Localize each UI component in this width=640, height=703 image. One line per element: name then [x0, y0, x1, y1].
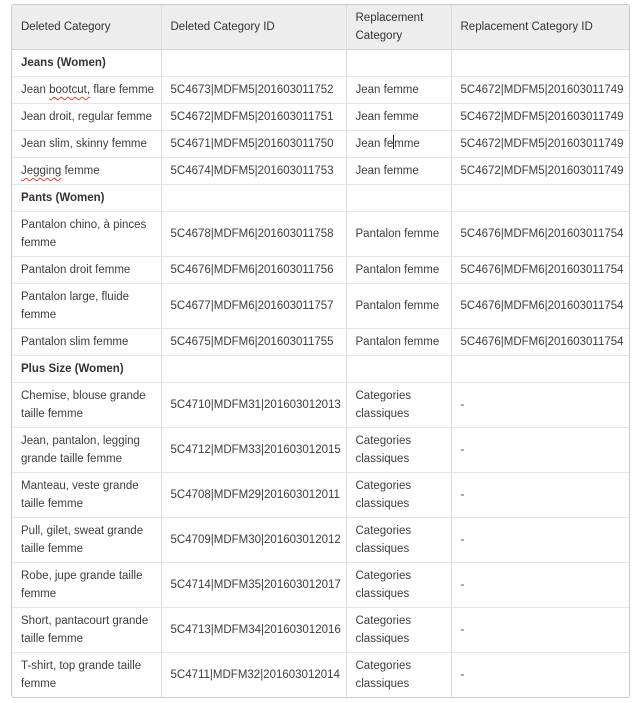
- replacement-cell: Pantalon femme: [346, 257, 451, 284]
- empty-cell: [346, 185, 451, 212]
- misspelled-word: bootcut,: [49, 84, 91, 96]
- table-row: [12, 77, 630, 104]
- category-cell: Jean droit, regular femme: [12, 104, 161, 131]
- replacement-cell: [346, 131, 451, 158]
- section-label: Plus Size (Women): [12, 356, 161, 383]
- replacement-id-cell: -: [451, 608, 630, 653]
- replacement-id-cell: 5C4676|MDFM6|201603011754: [451, 212, 630, 257]
- deleted-id-cell: 5C4671|MDFM5|201603011750: [161, 131, 346, 158]
- replacement-id-cell: 5C4672|MDFM5|201603011749: [451, 131, 630, 158]
- replacement-cell: Categories classiques: [346, 428, 451, 473]
- replacement-id-cell: 5C4672|MDFM5|201603011749: [451, 158, 630, 185]
- replacement-cell: Jean femme: [346, 77, 451, 104]
- replacement-id-cell: -: [451, 563, 630, 608]
- deleted-id-cell: 5C4675|MDFM6|201603011755: [161, 329, 346, 356]
- table-row: [12, 608, 630, 653]
- empty-cell: [346, 356, 451, 383]
- replacement-cell: Categories classiques: [346, 473, 451, 518]
- deleted-id-cell: 5C4714|MDFM35|201603012017: [161, 563, 346, 608]
- deleted-id-cell: 5C4708|MDFM29|201603012011: [161, 473, 346, 518]
- replacement-cell: Categories classiques: [346, 653, 451, 698]
- replacement-cell: Categories classiques: [346, 383, 451, 428]
- deleted-id-cell: 5C4676|MDFM6|201603011756: [161, 257, 346, 284]
- category-cell: Pantalon slim femme: [12, 329, 161, 356]
- category-cell: [12, 158, 161, 185]
- replacement-text: Jean fe: [355, 138, 394, 150]
- table-row: [12, 257, 630, 284]
- category-cell: Short, pantacourt grande taille femme: [12, 608, 161, 653]
- deleted-id-cell: 5C4672|MDFM5|201603011751: [161, 104, 346, 131]
- empty-cell: [161, 356, 346, 383]
- table-row: [12, 518, 630, 563]
- deleted-id-cell: 5C4674|MDFM5|201603011753: [161, 158, 346, 185]
- category-cell: Pantalon chino, à pinces femme: [12, 212, 161, 257]
- replacement-cell: Categories classiques: [346, 563, 451, 608]
- table-row: [12, 383, 630, 428]
- replacement-id-cell: -: [451, 473, 630, 518]
- empty-cell: [161, 50, 346, 77]
- misspelled-word: Jegging: [21, 165, 62, 177]
- section-row: [12, 356, 630, 383]
- category-cell: [12, 77, 161, 104]
- deleted-id-cell: 5C4678|MDFM6|201603011758: [161, 212, 346, 257]
- category-cell: T-shirt, top grande taille femme: [12, 653, 161, 698]
- header-replacement-category: Replacement Category: [346, 5, 451, 50]
- replacement-id-cell: 5C4672|MDFM5|201603011749: [451, 77, 630, 104]
- category-cell: Chemise, blouse grande taille femme: [12, 383, 161, 428]
- header-replacement-category-id: Replacement Category ID: [451, 5, 630, 50]
- category-text: Jean: [21, 84, 50, 96]
- section-label: Jeans (Women): [12, 50, 161, 77]
- header-deleted-category-id: Deleted Category ID: [161, 5, 346, 50]
- category-cell: Pantalon droit femme: [12, 257, 161, 284]
- replacement-id-cell: 5C4676|MDFM6|201603011754: [451, 329, 630, 356]
- section-label: Pants (Women): [12, 185, 161, 212]
- replacement-id-cell: -: [451, 518, 630, 563]
- table-row: [12, 473, 630, 518]
- header-deleted-category: Deleted Category: [12, 5, 161, 50]
- section-row: [12, 185, 630, 212]
- empty-cell: [161, 185, 346, 212]
- replacement-cell: Pantalon femme: [346, 212, 451, 257]
- category-cell: Jean, pantalon, legging grande taille femme: [12, 428, 161, 473]
- replacement-cell: Categories classiques: [346, 518, 451, 563]
- table-row: [12, 563, 630, 608]
- category-cell: Manteau, veste grande taille femme: [12, 473, 161, 518]
- table-row: [12, 284, 630, 329]
- empty-cell: [451, 356, 630, 383]
- table-row: [12, 212, 630, 257]
- replacement-id-cell: 5C4672|MDFM5|201603011749: [451, 104, 630, 131]
- replacement-id-cell: -: [451, 428, 630, 473]
- category-mapping-table-container: [11, 4, 630, 698]
- category-cell: Pull, gilet, sweat grande taille femme: [12, 518, 161, 563]
- replacement-id-cell: -: [460, 669, 465, 681]
- empty-cell: [346, 50, 451, 77]
- category-cell: Robe, jupe grande taille femme: [12, 563, 161, 608]
- deleted-id-cell: 5C4673|MDFM5|201603011752: [161, 77, 346, 104]
- deleted-id-cell: 5C4677|MDFM6|201603011757: [161, 284, 346, 329]
- replacement-text: mme: [394, 138, 420, 150]
- category-cell: Pantalon large, fluide femme: [12, 284, 161, 329]
- replacement-cell: Jean femme: [346, 104, 451, 131]
- category-text: flare femme: [90, 84, 154, 96]
- deleted-id-cell: 5C4711|MDFM32|201603012014: [161, 653, 346, 698]
- deleted-id-cell: 5C4713|MDFM34|201603012016: [161, 608, 346, 653]
- table-row: [12, 653, 630, 698]
- category-mapping-table: [12, 5, 630, 697]
- replacement-id-cell: 5C4676|MDFM6|201603011754: [451, 257, 630, 284]
- replacement-id-cell: -: [451, 383, 630, 428]
- deleted-id-cell: 5C4710|MDFM31|201603012013: [161, 383, 346, 428]
- replacement-cell: Categories classiques: [346, 608, 451, 653]
- deleted-id-cell: 5C4712|MDFM33|201603012015: [161, 428, 346, 473]
- table-row: [12, 428, 630, 473]
- replacement-cell: Jean femme: [346, 158, 451, 185]
- table-row: [12, 158, 630, 185]
- header-row: [12, 5, 630, 50]
- table-row: [12, 131, 630, 158]
- category-text: femme: [61, 165, 100, 177]
- table-row: [12, 329, 630, 356]
- table-row: [12, 104, 630, 131]
- empty-cell: [451, 50, 630, 77]
- deleted-id-cell: 5C4709|MDFM30|201603012012: [161, 518, 346, 563]
- category-cell: Jean slim, skinny femme: [12, 131, 161, 158]
- empty-cell: [451, 185, 630, 212]
- replacement-id-cell: 5C4676|MDFM6|201603011754: [451, 284, 630, 329]
- replacement-cell: Pantalon femme: [346, 284, 451, 329]
- section-row: [12, 50, 630, 77]
- replacement-cell: Pantalon femme: [346, 329, 451, 356]
